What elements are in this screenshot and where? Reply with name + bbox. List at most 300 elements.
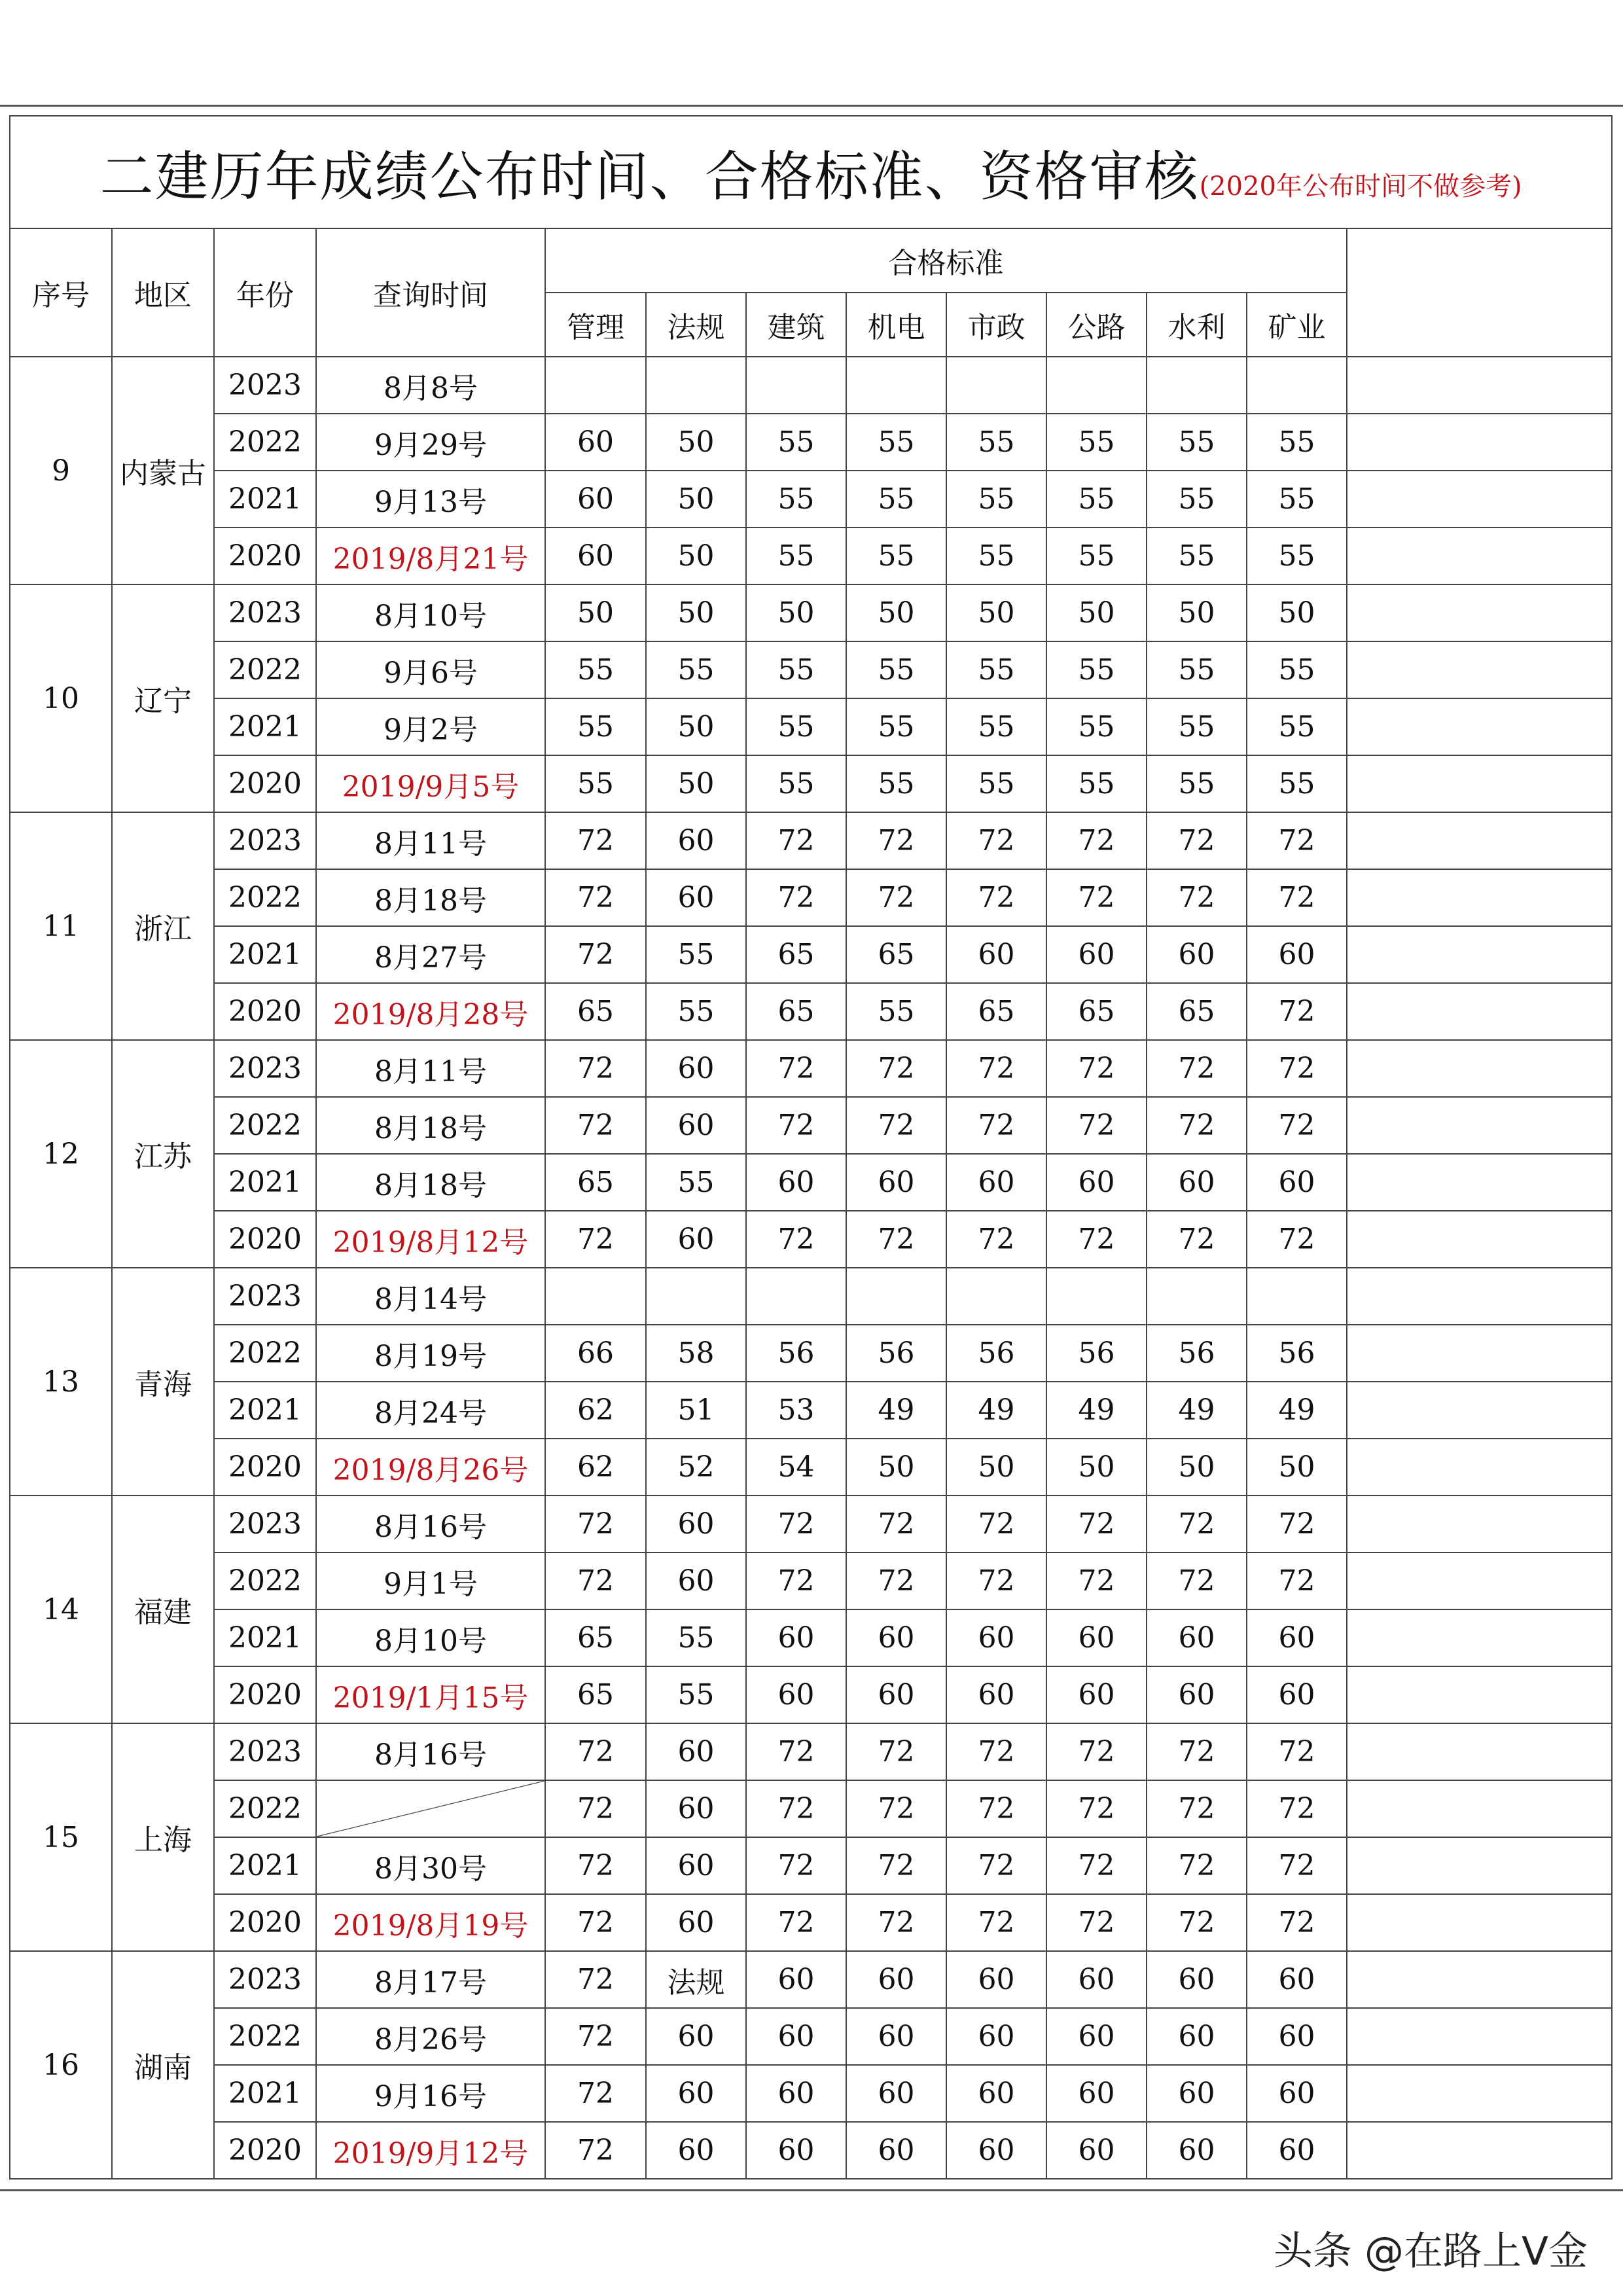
table-row (10, 1894, 1612, 1951)
query-date-cell: 8月10号 (316, 1609, 545, 1666)
header-subject: 管理 (545, 293, 646, 357)
score-cell: 72 (1046, 1552, 1147, 1609)
year-cell: 2020 (214, 1211, 316, 1268)
score-cell: 55 (1247, 471, 1347, 528)
blank-cell (1347, 1097, 1612, 1154)
blank-cell (1347, 1894, 1612, 1951)
score-cell: 55 (846, 698, 946, 755)
blank-cell (1347, 1552, 1612, 1609)
score-cell: 60 (846, 1609, 946, 1666)
score-cell: 60 (846, 1951, 946, 2008)
table-row (10, 2122, 1612, 2179)
score-cell: 55 (646, 641, 746, 698)
score-cell: 50 (1046, 584, 1147, 641)
score-cell (1046, 1268, 1147, 1325)
score-cell: 60 (846, 1154, 946, 1211)
score-cell: 72 (545, 2122, 646, 2179)
header-subject: 水利 (1147, 293, 1247, 357)
table-row (10, 812, 1612, 869)
score-cell: 55 (846, 414, 946, 471)
score-cell: 72 (946, 1211, 1046, 1268)
score-table (9, 115, 1613, 2179)
query-date-cell: 8月18号 (316, 1097, 545, 1154)
diagonal-line (317, 1781, 544, 1837)
score-cell: 60 (1247, 1154, 1347, 1211)
score-cell: 72 (1147, 1780, 1247, 1837)
score-cell: 72 (545, 1894, 646, 1951)
score-cell: 60 (1046, 926, 1147, 983)
query-date-cell: 8月17号 (316, 1951, 545, 2008)
score-cell: 72 (846, 1894, 946, 1951)
score-cell: 55 (1147, 698, 1247, 755)
score-cell: 55 (946, 641, 1046, 698)
seq-cell: 13 (10, 1268, 112, 1496)
score-cell: 56 (1046, 1325, 1147, 1382)
year-cell: 2022 (214, 1780, 316, 1837)
score-cell: 60 (946, 1951, 1046, 2008)
score-cell: 60 (1046, 1609, 1147, 1666)
year-cell: 2022 (214, 1097, 316, 1154)
score-cell: 72 (1046, 869, 1147, 926)
score-cell: 72 (946, 869, 1046, 926)
blank-cell (1347, 926, 1612, 983)
score-cell (1046, 357, 1147, 414)
score-cell: 60 (1247, 2065, 1347, 2122)
score-cell: 50 (646, 584, 746, 641)
score-cell: 55 (1147, 755, 1247, 812)
score-cell: 72 (545, 1097, 646, 1154)
score-cell (1247, 1268, 1347, 1325)
query-date-cell: 8月18号 (316, 869, 545, 926)
table-row (10, 983, 1612, 1040)
year-cell: 2020 (214, 1894, 316, 1951)
score-cell: 55 (946, 755, 1046, 812)
score-cell: 72 (1147, 1894, 1247, 1951)
score-cell: 72 (1147, 1040, 1247, 1097)
score-cell: 65 (946, 983, 1046, 1040)
table-row (10, 1552, 1612, 1609)
score-cell: 72 (1147, 1496, 1247, 1552)
blank-cell (1347, 1496, 1612, 1552)
score-cell: 60 (646, 1040, 746, 1097)
score-cell: 56 (746, 1325, 846, 1382)
region-cell: 湖南 (112, 1951, 214, 2179)
score-cell: 60 (746, 2008, 846, 2065)
blank-cell (1347, 1837, 1612, 1894)
score-cell: 72 (846, 1040, 946, 1097)
title-cell (10, 116, 1612, 228)
score-cell: 50 (846, 1439, 946, 1496)
year-cell: 2022 (214, 414, 316, 471)
score-cell: 55 (1147, 528, 1247, 584)
score-cell: 50 (946, 1439, 1046, 1496)
score-cell: 60 (1247, 2008, 1347, 2065)
year-cell: 2023 (214, 1040, 316, 1097)
score-cell: 72 (1247, 1097, 1347, 1154)
query-date-cell: 2019/8月21号 (316, 528, 545, 584)
score-cell: 50 (1046, 1439, 1147, 1496)
score-cell: 50 (1147, 584, 1247, 641)
region-cell: 内蒙古 (112, 357, 214, 584)
score-cell: 60 (846, 1666, 946, 1723)
score-cell: 50 (746, 584, 846, 641)
score-cell (746, 1268, 846, 1325)
score-cell: 72 (746, 1496, 846, 1552)
blank-cell (1347, 2065, 1612, 2122)
score-cell: 49 (946, 1382, 1046, 1439)
score-cell: 65 (1147, 983, 1247, 1040)
score-cell: 72 (545, 812, 646, 869)
year-cell: 2023 (214, 812, 316, 869)
query-date-cell: 9月29号 (316, 414, 545, 471)
score-cell: 72 (1046, 1894, 1147, 1951)
score-cell: 65 (746, 926, 846, 983)
table-row (10, 2065, 1612, 2122)
score-cell (1147, 357, 1247, 414)
year-cell: 2020 (214, 1439, 316, 1496)
score-cell: 65 (1046, 983, 1147, 1040)
score-cell: 72 (1247, 1040, 1347, 1097)
region-cell: 江苏 (112, 1040, 214, 1268)
region-cell: 青海 (112, 1268, 214, 1496)
table-row (10, 926, 1612, 983)
score-cell: 72 (746, 1211, 846, 1268)
score-cell: 72 (545, 1496, 646, 1552)
header-region: 地区 (112, 228, 214, 357)
score-cell: 55 (545, 755, 646, 812)
score-cell: 50 (545, 584, 646, 641)
blank-cell (1347, 698, 1612, 755)
score-cell: 72 (1247, 1780, 1347, 1837)
table-row (10, 1439, 1612, 1496)
header-standard: 合格标准 (545, 228, 1347, 293)
blank-cell (1347, 1609, 1612, 1666)
blank-cell (1347, 1723, 1612, 1780)
score-cell: 72 (846, 1211, 946, 1268)
score-cell: 55 (1147, 641, 1247, 698)
score-cell: 60 (646, 1211, 746, 1268)
score-cell: 72 (1147, 1211, 1247, 1268)
score-cell: 72 (746, 1780, 846, 1837)
score-cell: 60 (1046, 1154, 1147, 1211)
table-row (10, 357, 1612, 414)
query-date-cell: 8月8号 (316, 357, 545, 414)
score-cell: 72 (746, 1552, 846, 1609)
score-cell: 72 (545, 1723, 646, 1780)
year-cell: 2022 (214, 1552, 316, 1609)
blank-cell (1347, 1211, 1612, 1268)
query-date-cell: 9月2号 (316, 698, 545, 755)
score-cell: 49 (1147, 1382, 1247, 1439)
score-cell: 60 (1247, 1951, 1347, 2008)
score-cell: 55 (946, 414, 1046, 471)
score-cell: 60 (746, 1666, 846, 1723)
score-cell: 72 (946, 1837, 1046, 1894)
year-cell: 2021 (214, 1609, 316, 1666)
query-date-cell: 9月16号 (316, 2065, 545, 2122)
query-date-cell: 2019/8月26号 (316, 1439, 545, 1496)
score-cell: 52 (646, 1439, 746, 1496)
query-date-cell (316, 1780, 545, 1837)
watermark: 头条 @在路上V金 (1273, 2229, 1588, 2274)
header-query-time: 查询时间 (316, 228, 545, 357)
score-cell (545, 1268, 646, 1325)
score-cell: 72 (946, 1552, 1046, 1609)
blank-cell (1347, 2122, 1612, 2179)
score-cell: 54 (746, 1439, 846, 1496)
seq-cell: 16 (10, 1951, 112, 2179)
score-cell: 72 (1147, 1837, 1247, 1894)
score-cell: 55 (1046, 471, 1147, 528)
score-cell: 55 (1046, 755, 1147, 812)
score-cell: 55 (746, 528, 846, 584)
score-cell: 60 (746, 1951, 846, 2008)
score-cell: 55 (1046, 641, 1147, 698)
year-cell: 2020 (214, 755, 316, 812)
score-cell: 60 (1147, 2065, 1247, 2122)
score-cell: 72 (545, 1780, 646, 1837)
score-cell: 50 (646, 414, 746, 471)
query-date-cell: 8月16号 (316, 1496, 545, 1552)
score-cell: 60 (1247, 1666, 1347, 1723)
year-cell: 2021 (214, 1837, 316, 1894)
score-cell: 72 (1247, 1496, 1347, 1552)
seq-cell: 12 (10, 1040, 112, 1268)
score-cell: 72 (746, 869, 846, 926)
score-cell: 50 (646, 471, 746, 528)
blank-cell (1347, 641, 1612, 698)
score-cell: 60 (946, 1154, 1046, 1211)
score-cell: 53 (746, 1382, 846, 1439)
score-cell (846, 357, 946, 414)
score-cell: 55 (746, 755, 846, 812)
score-cell: 62 (545, 1439, 646, 1496)
year-cell: 2021 (214, 1382, 316, 1439)
year-cell: 2023 (214, 1723, 316, 1780)
table-row (10, 414, 1612, 471)
table-row (10, 1666, 1612, 1723)
score-cell: 55 (1247, 755, 1347, 812)
table-row (10, 1382, 1612, 1439)
score-cell: 72 (746, 1894, 846, 1951)
score-cell: 72 (1046, 1496, 1147, 1552)
score-cell: 60 (746, 1609, 846, 1666)
blank-cell (1347, 1780, 1612, 1837)
score-cell: 60 (946, 1666, 1046, 1723)
score-cell: 72 (846, 812, 946, 869)
score-cell: 60 (1147, 1609, 1247, 1666)
score-cell: 72 (946, 1040, 1046, 1097)
score-cell: 55 (646, 983, 746, 1040)
header-seq: 序号 (10, 228, 112, 357)
score-cell: 55 (746, 698, 846, 755)
score-cell: 72 (1247, 1723, 1347, 1780)
year-cell: 2021 (214, 698, 316, 755)
score-cell: 55 (1247, 528, 1347, 584)
score-cell: 60 (646, 1894, 746, 1951)
table-row (10, 1496, 1612, 1552)
score-cell: 50 (846, 584, 946, 641)
score-cell (646, 1268, 746, 1325)
year-cell: 2023 (214, 1496, 316, 1552)
score-cell: 65 (545, 1666, 646, 1723)
query-date-cell: 8月14号 (316, 1268, 545, 1325)
score-cell: 72 (1147, 812, 1247, 869)
year-cell: 2020 (214, 528, 316, 584)
title-note: (2020年公布时间不做参考) (1199, 171, 1522, 202)
score-cell: 60 (1247, 1609, 1347, 1666)
score-cell: 60 (545, 414, 646, 471)
score-cell: 72 (746, 1040, 846, 1097)
score-cell: 58 (646, 1325, 746, 1382)
score-cell: 72 (1147, 1723, 1247, 1780)
score-cell: 72 (846, 1837, 946, 1894)
score-cell: 72 (1247, 1894, 1347, 1951)
table-row (10, 869, 1612, 926)
score-cell: 72 (1046, 1040, 1147, 1097)
header-subject: 矿业 (1247, 293, 1347, 357)
score-cell: 55 (1046, 414, 1147, 471)
score-cell: 法规 (646, 1951, 746, 2008)
score-cell: 60 (946, 2008, 1046, 2065)
score-cell: 55 (746, 471, 846, 528)
table-row (10, 1837, 1612, 1894)
score-cell: 60 (545, 471, 646, 528)
seq-cell: 9 (10, 357, 112, 584)
score-cell (1247, 357, 1347, 414)
score-cell: 60 (846, 2122, 946, 2179)
year-cell: 2020 (214, 983, 316, 1040)
query-date-cell: 8月30号 (316, 1837, 545, 1894)
blank-cell (1347, 1439, 1612, 1496)
query-date-cell: 2019/9月5号 (316, 755, 545, 812)
table-row (10, 1211, 1612, 1268)
score-cell: 55 (746, 641, 846, 698)
header-subject: 机电 (846, 293, 946, 357)
table-row (10, 1780, 1612, 1837)
score-cell: 51 (646, 1382, 746, 1439)
score-cell: 72 (545, 1951, 646, 2008)
table-row (10, 1154, 1612, 1211)
query-date-cell: 8月18号 (316, 1154, 545, 1211)
score-cell: 55 (1046, 698, 1147, 755)
year-cell: 2022 (214, 2008, 316, 2065)
score-cell: 72 (846, 1780, 946, 1837)
score-cell: 65 (545, 1609, 646, 1666)
score-cell: 60 (646, 1097, 746, 1154)
score-cell: 72 (946, 1894, 1046, 1951)
table-row (10, 641, 1612, 698)
score-cell: 72 (1147, 869, 1247, 926)
score-cell: 55 (846, 641, 946, 698)
score-cell: 55 (846, 755, 946, 812)
blank-cell (1347, 1951, 1612, 2008)
score-cell: 72 (1046, 1723, 1147, 1780)
score-cell: 72 (1247, 869, 1347, 926)
query-date-cell: 8月27号 (316, 926, 545, 983)
blank-cell (1347, 983, 1612, 1040)
score-cell: 72 (545, 2065, 646, 2122)
score-cell: 72 (1247, 1211, 1347, 1268)
score-cell: 72 (545, 1211, 646, 1268)
score-cell: 60 (1147, 2122, 1247, 2179)
query-date-cell: 8月24号 (316, 1382, 545, 1439)
blank-cell (1347, 528, 1612, 584)
score-cell: 60 (746, 2065, 846, 2122)
table-row (10, 1097, 1612, 1154)
score-cell: 60 (946, 2122, 1046, 2179)
score-cell: 55 (1147, 414, 1247, 471)
score-cell: 65 (846, 926, 946, 983)
header-subject: 公路 (1046, 293, 1147, 357)
year-cell: 2021 (214, 1154, 316, 1211)
score-cell (545, 357, 646, 414)
score-cell: 72 (545, 869, 646, 926)
score-cell: 72 (1046, 812, 1147, 869)
score-cell: 55 (1147, 471, 1247, 528)
score-cell: 72 (746, 1723, 846, 1780)
score-cell: 72 (1247, 1837, 1347, 1894)
score-cell: 72 (1147, 1552, 1247, 1609)
score-cell: 50 (1247, 584, 1347, 641)
score-cell: 49 (1247, 1382, 1347, 1439)
score-cell: 65 (545, 983, 646, 1040)
score-cell: 50 (646, 755, 746, 812)
table-row (10, 528, 1612, 584)
seq-cell: 11 (10, 812, 112, 1040)
score-cell: 60 (746, 2122, 846, 2179)
query-date-cell: 2019/8月12号 (316, 1211, 545, 1268)
blank-cell (1347, 869, 1612, 926)
score-cell: 72 (1247, 1552, 1347, 1609)
region-cell: 福建 (112, 1496, 214, 1723)
header-year: 年份 (214, 228, 316, 357)
score-cell: 56 (1147, 1325, 1247, 1382)
score-cell: 60 (646, 2122, 746, 2179)
year-cell: 2022 (214, 641, 316, 698)
score-cell: 55 (946, 471, 1046, 528)
score-cell: 60 (545, 528, 646, 584)
score-cell: 72 (545, 2008, 646, 2065)
year-cell: 2021 (214, 471, 316, 528)
score-cell: 66 (545, 1325, 646, 1382)
table-row (10, 2008, 1612, 2065)
score-cell: 60 (646, 1552, 746, 1609)
year-cell: 2022 (214, 869, 316, 926)
score-cell: 60 (646, 2008, 746, 2065)
seq-cell: 10 (10, 584, 112, 812)
score-cell (646, 357, 746, 414)
score-cell: 72 (545, 1040, 646, 1097)
seq-cell: 14 (10, 1496, 112, 1723)
score-cell: 50 (646, 698, 746, 755)
score-cell: 62 (545, 1382, 646, 1439)
region-cell: 辽宁 (112, 584, 214, 812)
year-cell: 2023 (214, 357, 316, 414)
score-cell: 60 (646, 1496, 746, 1552)
score-cell: 55 (846, 983, 946, 1040)
score-cell: 55 (846, 471, 946, 528)
query-date-cell: 2019/8月28号 (316, 983, 545, 1040)
score-cell: 72 (846, 1552, 946, 1609)
query-date-cell: 2019/8月19号 (316, 1894, 545, 1951)
score-cell: 60 (946, 1609, 1046, 1666)
score-cell: 50 (646, 528, 746, 584)
score-cell: 55 (1247, 698, 1347, 755)
score-cell: 72 (846, 1723, 946, 1780)
score-cell: 60 (1147, 1951, 1247, 2008)
score-cell: 55 (646, 1666, 746, 1723)
